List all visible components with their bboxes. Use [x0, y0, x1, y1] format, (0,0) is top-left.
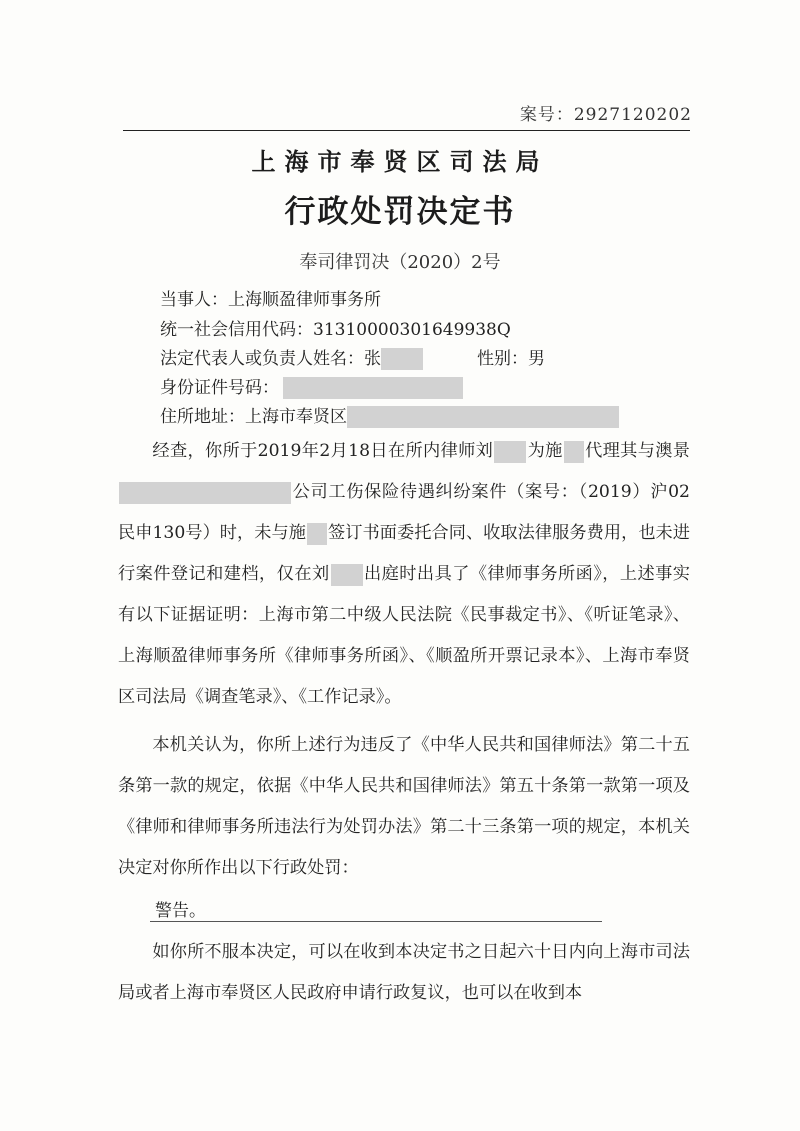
representative-label: 法定代表人或负责人姓名： [160, 348, 364, 369]
representative-field [160, 346, 545, 370]
facts-paragraph: 经查，你所于2019年2月18日在所内律师刘 为施 代理其与澳景公司工伤保险待遇纠纷案件（案号：（2019）沪02民申130号）时，未与施 签订书面委托合同、收取法律服务费用，也未进行案件登记和建档，仅在刘 出庭时出具了《律师事务所函》，上述事实有以下证据证明：上海市第二中级人民法院《民事裁定书》、《听证笔录》、上海顺盈律师事务所《律师事务所函》、《顺盈所开票记录本》、上海市奉贤区司法局《调查笔录》、《工作记录》。 [118, 441, 690, 707]
redaction-block [331, 564, 363, 586]
redaction-block [381, 348, 423, 370]
case-number: 案号：2927120202 [519, 105, 692, 125]
party-field [160, 287, 381, 311]
redaction-block [119, 482, 291, 504]
penalty-text: 警告。 [155, 901, 206, 921]
redaction-block [347, 406, 619, 428]
credit-code-value: 31310000301649938Q [313, 319, 511, 340]
document-number: 奉司律罚决（2020）2号 [299, 252, 501, 273]
redaction-block [307, 523, 327, 545]
appeal-paragraph: 如你所不服本决定，可以在收到本决定书之日起六十日内向上海市司法局或者上海市奉贤区人民政府申请行政复议，也可以在收到本 [118, 942, 690, 1003]
gender-label: 性别： [477, 348, 528, 369]
redaction-block [494, 441, 526, 463]
credit-code-field [160, 317, 511, 341]
redaction-block [283, 377, 463, 399]
id-number-label: 身份证件号码： [160, 377, 279, 398]
representative-surname: 张 [364, 348, 381, 369]
credit-code-label: 统一社会信用代码： [160, 319, 313, 340]
address-label: 住所地址： [160, 406, 245, 427]
id-number-field [160, 375, 463, 399]
document-title: 行政处罚决定书 [284, 194, 516, 230]
party-label: 当事人： [160, 289, 228, 310]
penalty-underline [150, 921, 602, 922]
gender-value: 男 [528, 348, 545, 369]
header-rule [123, 130, 690, 131]
address-field [160, 404, 619, 428]
issuing-agency: 上海市奉贤区司法局 [251, 147, 549, 176]
opinion-paragraph: 本机关认为，你所上述行为违反了《中华人民共和国律师法》第二十五条第一款的规定，依据《中华人民共和国律师法》第五十条第一款第一项及《律师和律师事务所违法行为处罚办法》第二十三条第一项的规定，本机关决定对你所作出以下行政处罚： [118, 735, 690, 878]
party-value: 上海顺盈律师事务所 [228, 289, 381, 310]
redaction-block [564, 441, 584, 463]
address-value: 上海市奉贤区 [245, 406, 347, 427]
